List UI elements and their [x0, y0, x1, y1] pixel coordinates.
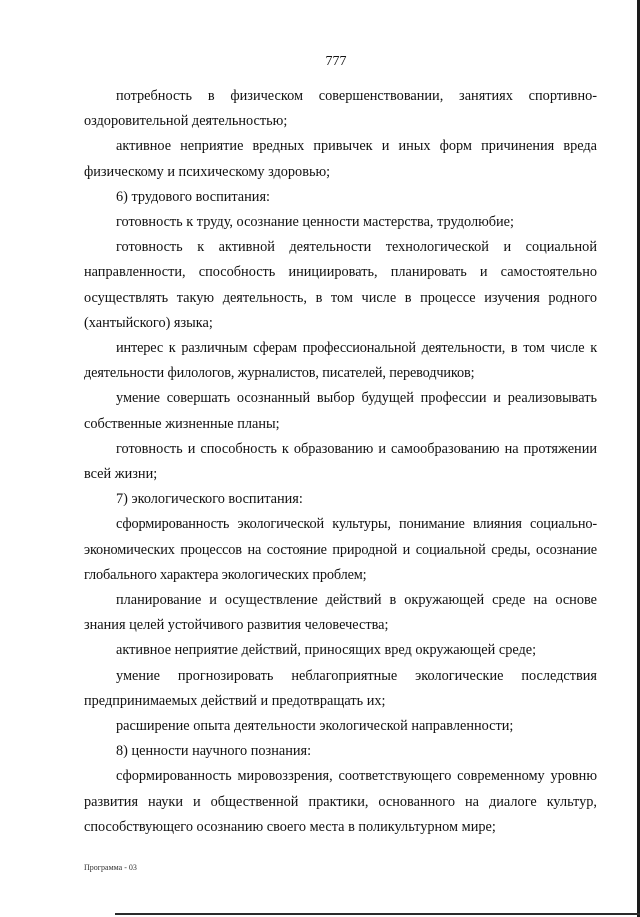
paragraph: умение совершать осознанный выбор будущей профессии и реализовывать собственные жизненные планы;: [84, 390, 597, 432]
document-body: [84, 84, 597, 840]
paragraph: активное неприятие вредных привычек и иных форм причинения вреда физическому и психическому здоровью;: [84, 138, 597, 180]
paragraph: готовность к труду, осознание ценности мастерства, трудолюбие;: [116, 214, 515, 231]
paragraph: готовность и способность к образованию и самообразованию на протяжении всей жизни;: [84, 440, 597, 483]
paragraph: готовность к активной деятельности технологической и социальной направленности, способность инициировать, планировать и самостоятельно осуществлять такую деятельность, в том числе в процессе изучения родного (хантыйского) языка;: [84, 239, 597, 331]
paragraph: сформированность экологической культуры, понимание влияния социально-экономических процессов на состояние природной и социальной среды, осознание глобального характера экологических проблем;: [84, 516, 597, 583]
section-heading: 7) экологического воспитания:: [116, 491, 303, 508]
section-heading: 8) ценности научного познания:: [116, 743, 312, 760]
paragraph: потребность в физическом совершенствовании, занятиях спортивно-оздоровительной деятельностью;: [84, 88, 597, 130]
paragraph: активное неприятие действий, приносящих вред окружающей среде;: [116, 642, 537, 659]
scan-edge-bottom: [115, 913, 640, 915]
paragraph: расширение опыта деятельности экологической направленности;: [116, 718, 514, 735]
page-number: 777: [325, 54, 347, 69]
paragraph: умение прогнозировать неблагоприятные экологические последствия предпринимаемых действий и предотвращать их;: [84, 667, 597, 709]
section-heading: 6) трудового воспитания:: [116, 188, 270, 205]
paragraph: сформированность мировоззрения, соответствующего современному уровню развития науки и общественной практики, основанного на диалоге культур, способствующего осознанию своего места в поликультурном мире;: [84, 768, 597, 835]
paragraph: интерес к различным сферам профессиональной деятельности, в том числе к деятельности филологов, журналистов, писателей, переводчиков;: [84, 340, 597, 382]
footer-label: Программа - 03: [84, 863, 137, 872]
paragraph: планирование и осуществление действий в окружающей среде на основе знания целей устойчивого развития человечества;: [84, 592, 597, 634]
